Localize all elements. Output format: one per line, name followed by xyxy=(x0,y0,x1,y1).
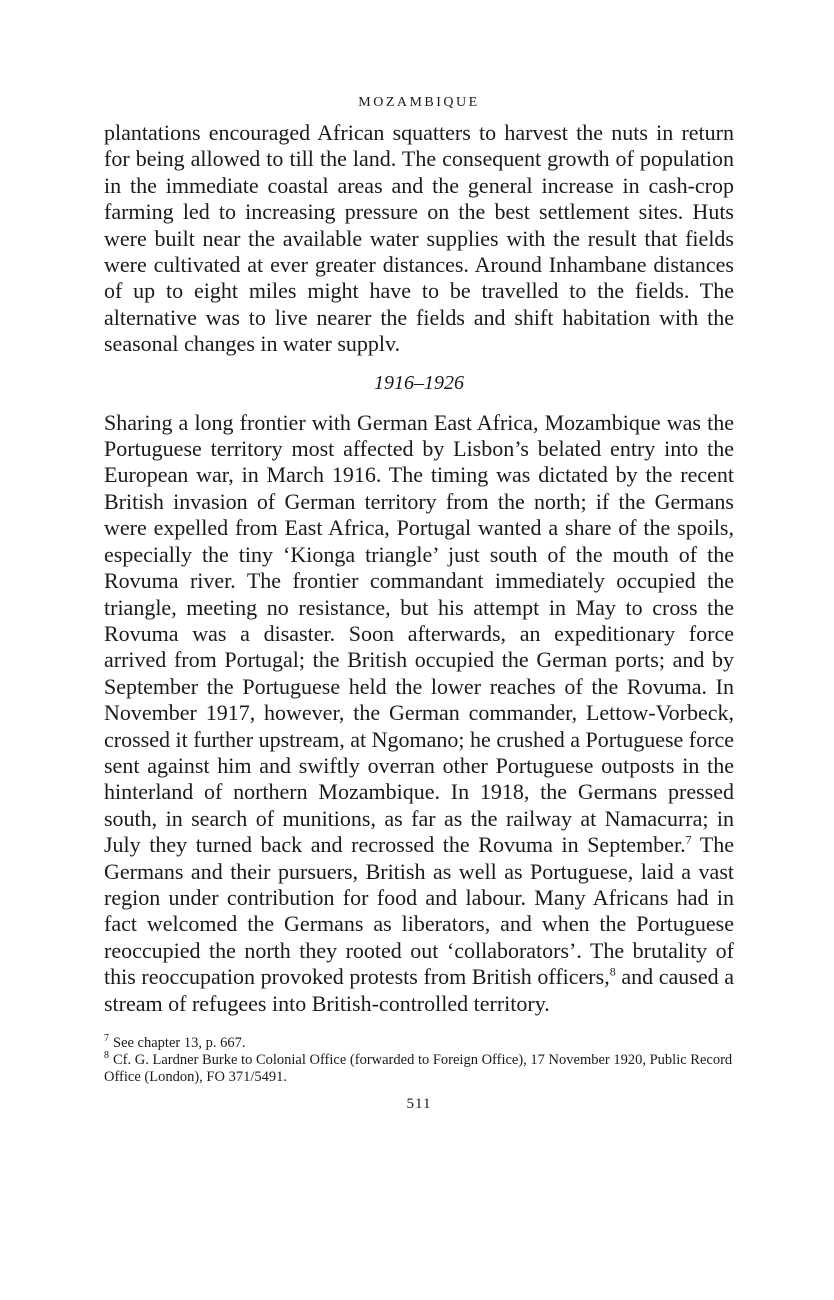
footnotes xyxy=(104,1035,734,1086)
footnote-text: See chapter 13, p. 667. xyxy=(113,1035,246,1051)
footnote-8 xyxy=(104,1052,734,1086)
footnote-mark: 7 xyxy=(104,1033,109,1045)
footnote-ref-8: 8 xyxy=(609,964,616,979)
page-number: 511 xyxy=(406,1096,432,1112)
book-page xyxy=(104,92,734,1113)
footnote-mark: 8 xyxy=(104,1050,109,1062)
paragraph-main xyxy=(104,410,734,1017)
running-head: MOZAMBIQUE xyxy=(358,95,480,110)
footnote-ref-7: 7 xyxy=(685,832,692,847)
footnote-7 xyxy=(104,1035,734,1052)
paragraph-main-part-1: Sharing a long frontier with German East Africa, Mozambique was the Portuguese territory most affected by Lisbon’s belated entry into the European war, in March 1916. The timing was dictated by the recent British invasion of German territory from the north; if the Germans were expelled from East Africa, Portugal wanted a share of the spoils, especially the tiny ‘Kionga triangle’ just south of the mouth of the Rovuma river. The frontier commandant immediately occupied the triangle, meeting no resistance, but his attempt in May to cross the Rovuma was a disaster. Soon afterwards, an expeditionary force arrived from Portugal; the British occupied the German ports; and by September the Portuguese held the lower reaches of the Rovuma. In November 1917, however, the German commander, Lettow-Vorbeck, crossed it further upstream, at Ngomano; he crushed a Portuguese force sent against him and swiftly overran other Portuguese outposts in the hinterland of northern Mozambique. In 1918, the Germans pressed south, in search of munitions, as far as the railway at Namacurra; in July they turned back and recrossed the Rovuma in September. xyxy=(104,409,734,858)
paragraph-main-part-3: and caused a stream of refugees into British-controlled territory. xyxy=(104,964,734,1016)
section-heading: 1916–1926 xyxy=(374,371,464,394)
paragraph-continuation: plantations encouraged African squatters to harvest the nuts in return for being allowed to till the land. The consequent growth of population in the immediate coastal areas and the general increase in cash-crop farming led to increasing pressure on the best settlement sites. Huts were built near the available water supplies with the result that fields were cultivated at ever greater distances. Around Inhambane distances of up to eight miles might have to be travelled to the fields. The alternative was to live nearer the fields and shift habitation with the seasonal changes in water supplv. xyxy=(104,120,734,357)
paragraph-main-part-2: The Germans and their pursuers, British as well as Portuguese, laid a vast region under contribution for food and labour. Many Africans had in fact welcomed the Germans as liberators, and when the Portuguese reoccupied the north they rooted out ‘collaborators’. The brutality of this reoccupation provoked protests from British officers, xyxy=(104,832,734,990)
footnote-text: Cf. G. Lardner Burke to Colonial Office (forwarded to Foreign Office), 17 November 1920, Public Record Office (London), FO 371/5491. xyxy=(104,1052,733,1085)
